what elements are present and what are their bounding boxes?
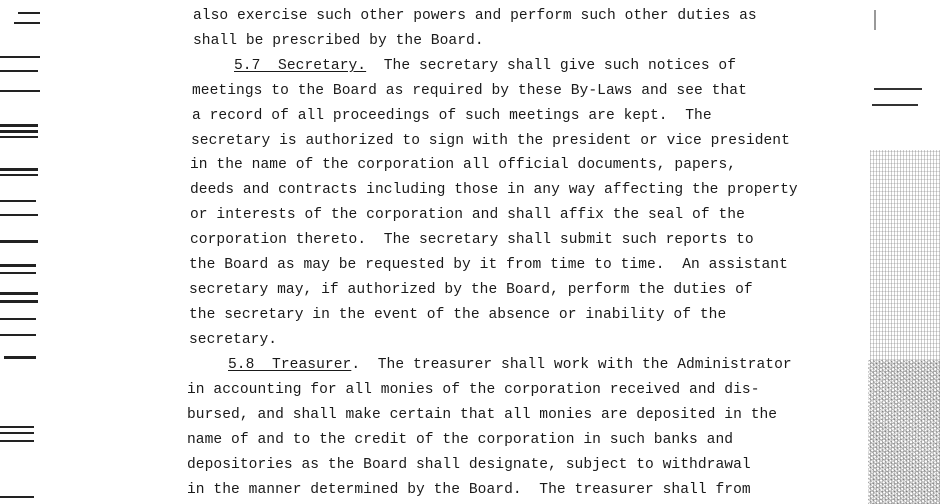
left-margin-scan-artifacts [0,0,42,504]
scan-mark [0,292,38,295]
text-line: a record of all proceedings of such meetings are kept. The [192,108,712,124]
section-heading-line: 5.7 Secretary. The secretary shall give such notices of [234,58,737,74]
scan-mark [0,440,34,442]
text-line: the secretary in the event of the absence or inability of the [189,307,727,323]
text-line: secretary may, if authorized by the Board, perform the duties of [189,282,753,298]
scan-mark [0,214,38,216]
section-heading-treasurer: 5.8 Treasurer [228,357,352,373]
scan-mark [4,356,36,359]
text-line: deeds and contracts including those in any way affecting the property [190,182,798,198]
scan-mark [0,334,36,336]
text-line: in accounting for all monies of the corporation received and dis- [187,382,760,398]
text-line: also exercise such other powers and perform such other duties as [193,8,757,24]
text-line: name of and to the credit of the corporation in such banks and [187,432,734,448]
section-heading-line: 5.8 Treasurer. The treasurer shall work with the Administrator [228,357,792,373]
scan-mark [0,264,36,267]
scan-mark [0,168,38,171]
scan-mark [0,432,34,434]
text-line: secretary is authorized to sign with the president or vice president [191,133,790,149]
scan-mark [0,56,40,58]
scan-mark [872,104,918,106]
scan-mark [0,136,38,138]
text-line: depositories as the Board shall designate, subject to withdrawal [187,457,751,473]
text-line: shall be prescribed by the Board. [193,33,484,49]
scan-mark [0,496,34,498]
scan-mark [874,10,876,30]
scan-mark [874,88,922,90]
text-line: or interests of the corporation and shall affix the seal of the [190,207,745,223]
scan-mark [0,124,38,127]
scan-mark [0,200,36,202]
scan-mark [0,90,40,92]
scan-mark [0,130,38,133]
scan-mark [0,426,34,428]
scan-mark [0,300,38,303]
text-line: bursed, and shall make certain that all monies are deposited in the [187,407,778,423]
text-line: corporation thereto. The secretary shall submit such reports to [190,232,754,248]
scan-mark [18,12,40,14]
text-line: in the manner determined by the Board. The treasurer shall from [187,482,751,498]
scan-noise [868,360,940,504]
text-line: in the name of the corporation all official documents, papers, [190,157,737,173]
scan-mark [14,22,40,24]
scan-mark [0,272,36,274]
text-line: secretary. [189,332,278,348]
scan-mark [0,240,38,243]
text-line: the Board as may be requested by it from time to time. An assistant [189,257,788,273]
text-line: meetings to the Board as required by these By-Laws and see that [192,83,747,99]
scan-mark [0,174,38,176]
section-heading-secretary: 5.7 Secretary. [234,58,367,74]
scan-mark [0,70,38,72]
scan-mark [0,318,36,320]
